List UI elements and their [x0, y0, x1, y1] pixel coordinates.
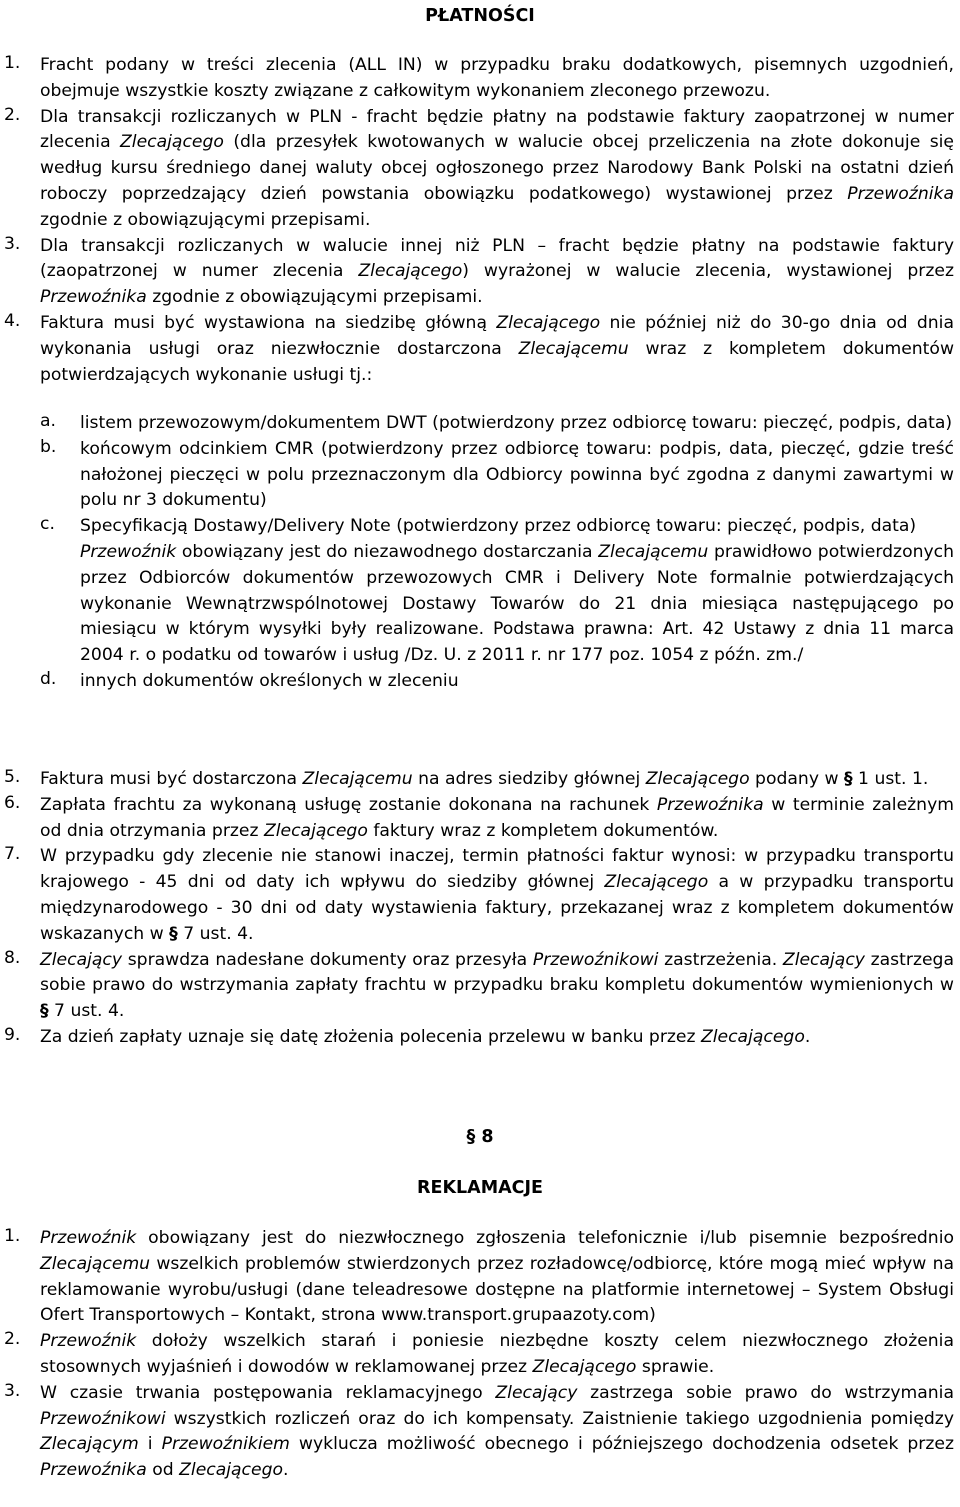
list-item: 6. Zapłata frachtu za wykonaną usługę zostanie dokonana na rachunek Przewoźnika w terminie zależnym od dnia otrzymania przez Zlecającego faktury wraz z kompletem dokumentów. [4, 792, 954, 841]
list-item: 1. Przewoźnik obowiązany jest do niezwłocznego zgłoszenia telefonicznie i/lub pisemnie bezpośrednio Zlecającemu wszelkich problemów stwierdzonych przez rozładowcę/odbiorcę, które mogą mieć wpływ na reklamowanie wyrobu/usługi (dane teleadresowe dostępne na platformie internetowej – System Obsługi Ofert Transportowych – Kontakt, strona www.transport.grupaazoty.com) [4, 1226, 954, 1326]
payments-heading: PŁATNOŚCI [425, 6, 535, 26]
list-item: 5. Faktura musi być dostarczona Zlecającemu na adres siedziby głównej Zlecającego podany w § 1 ust. 1. [4, 767, 929, 789]
list-item: 4. Faktura musi być wystawiona na siedzibę główną Zlecającego nie później niż do 30-go dnia od dnia wykonania usługi oraz niezwłocznie dostarczona Zlecającemu wraz z kompletem dokumentów potwierdzających wykonanie usługi tj.: [4, 310, 954, 385]
sub-list-item: d. innych dokumentów określonych w zleceniu [40, 668, 459, 691]
required-documents-list [0, 411, 954, 695]
complaints-list [0, 1226, 960, 1484]
carrier-obligation-paragraph: Przewoźnik obowiązany jest do niezawodnego dostarczania Zlecającemu prawidłowo potwierdzonych przez Odbiorców dokumentów przewozowych CMR i Delivery Note formalnie potwierdzających wykonanie Wewnątrzwspólnotowej Dostawy Towarów do 21 dnia miesiąca następującego po miesiącu w którym wysyłki były realizowane. Podstawa prawna: Art. 42 Ustawy z dnia 11 marca 2004 r. o podatku od towarów i usług /Dz. U. z 2011 r. nr 177 poz. 1054 z późn. zm./ [80, 541, 954, 666]
sub-list-item: c. Specyfikacją Dostawy/Delivery Note (potwierdzony przez odbiorcę towaru: pieczęć, podpis, data) Przewoźnik obowiązany jest do niezawodnego dostarczania Zlecającemu prawidłowo potwierdzonych przez Odbiorców dokumentów przewozowych CMR i Delivery Note formalnie potwierdzających wykonanie Wewnątrzwspólnotowej Dostawy Towarów do 21 dnia miesiąca następującego po miesiącu w którym wysyłki były realizowane. Podstawa prawna: Art. 42 Ustawy z dnia 11 marca 2004 r. o podatku od towarów i usług /Dz. U. z 2011 r. nr 177 poz. 1054 z późn. zm./ [0, 514, 954, 669]
list-item: 2. Przewoźnik dołoży wszelkich starań i poniesie niezbędne koszty celem niezwłocznego złożenia stosownych wyjaśnień i dowodów w reklamowanej przez Zlecającego sprawie. [4, 1329, 954, 1377]
payments-list [0, 53, 960, 388]
payments-list-continued [0, 767, 960, 1051]
section-number: § 8 [466, 1127, 494, 1147]
complaints-heading: REKLAMACJE [417, 1178, 543, 1198]
sub-list-item: a. listem przewozowym/dokumentem DWT (potwierdzony przez odbiorcę towaru: pieczęć, podpis, data) [40, 411, 953, 433]
list-item: 2. Dla transakcji rozliczanych w PLN - fracht będzie płatny na podstawie faktury zaopatrzonej w numer zlecenia Zlecającego (dla przesyłek kwotowanych w walucie obcej przeliczenia na złote dokonuje się według kursu średniego danej waluty obcej ogłoszonego przez Narodowy Bank Polski na ostatni dzień roboczy poprzedzający dzień powstania obowiązku podatkowego) wystawionej przez Przewoźnika zgodnie z obowiązującymi przepisami. [4, 104, 954, 230]
sub-list-item: b. końcowym odcinkiem CMR (potwierdzony przez odbiorcę towaru: podpis, data, pieczęć, gdzie treść nałożonej pieczęci w polu przeznaczonym dla Odbiorcy powinna być zgodna z danymi zawartymi w polu nr 3 dokumentu) [40, 436, 954, 511]
list-item: 3. W czasie trwania postępowania reklamacyjnego Zlecający zastrzega sobie prawo do wstrzymania Przewoźnikowi wszystkich rozliczeń oraz do ich kompensaty. Zaistnienie takiego uzgodnienia pomiędzy Zlecającym i Przewoźnikiem wyklucza możliwość obecnego i późniejszego dochodzenia odsetek przez Przewoźnika od Zlecającego. [4, 1380, 954, 1481]
list-item: 1. Fracht podany w treści zlecenia (ALL IN) w przypadku braku dodatkowych, pisemnych uzgodnień, obejmuje wszystkie koszty związane z całkowitym wykonaniem zleconego przewozu. [4, 53, 954, 101]
list-item: 3. Dla transakcji rozliczanych w walucie innej niż PLN – fracht będzie płatny na podstawie faktury (zaopatrzonej w numer zlecenia Zlecającego) wyrażonej w walucie zlecenia, wystawionej przez Przewoźnika zgodnie z obowiązującymi przepisami. [4, 233, 954, 308]
list-item: 9. Za dzień zapłaty uznaje się datę złożenia polecenia przelewu w banku przez Zlecającego. [4, 1024, 811, 1047]
list-item: 8. Zlecający sprawdza nadesłane dokumenty oraz przesyła Przewoźnikowi zastrzeżenia. Zlecający zastrzega sobie prawo do wstrzymania zapłaty frachtu w przypadku braku kompletu dokumentów wymienionych w § 7 ust. 4. [4, 947, 954, 1022]
list-item: 7. W przypadku gdy zlecenie nie stanowi inaczej, termin płatności faktur wynosi: w przypadku transportu krajowego - 45 dni od daty ich wpływu do siedziby głównej Zlecającego a w przypadku transportu międzynarodowego - 30 dni od daty wystawienia faktury, przekazanej wraz z kompletem dokumentów wskazanych w § 7 ust. 4. [4, 844, 954, 944]
